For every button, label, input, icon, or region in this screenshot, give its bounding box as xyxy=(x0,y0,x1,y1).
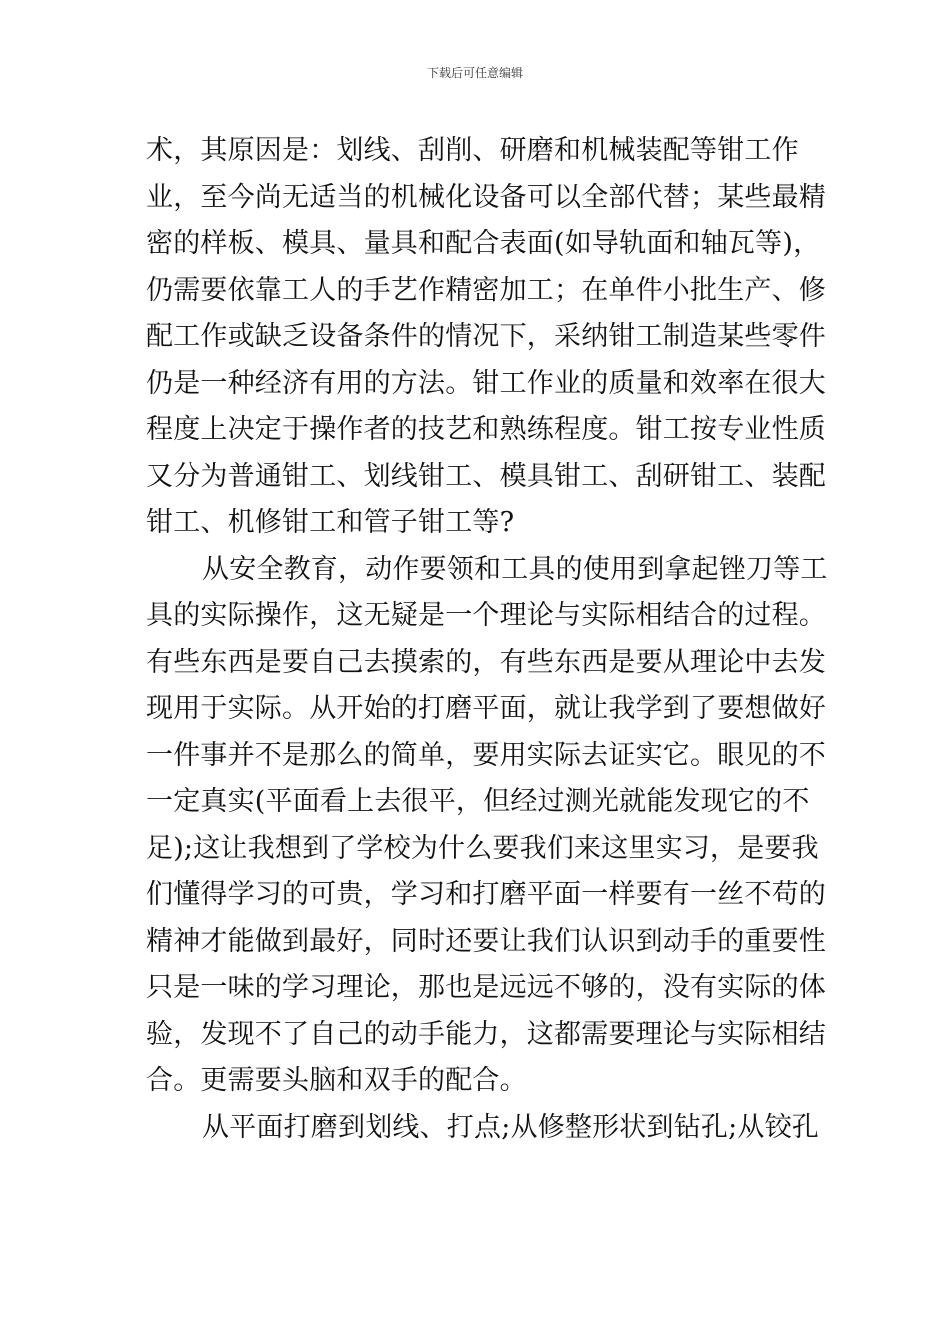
text-line: 一定真实(平面看上去很平，但经过测光就能发现它的不 xyxy=(146,786,810,817)
page-header: 下载后可任意编辑 xyxy=(426,66,523,80)
text-line: 足);这让我想到了学校为什么要我们来这里实习，是要我 xyxy=(146,832,819,864)
paragraph-3 xyxy=(146,1105,819,1152)
text-line: 仍需要依靠工人的手艺作精密加工；在单件小批生产、修 xyxy=(146,274,826,306)
text-line: 具的实际操作，这无疑是一个理论与实际相结合的过程。 xyxy=(146,600,826,631)
text-line: 现用于实际。从开始的打磨平面，就让我学到了要想做好 xyxy=(146,693,826,724)
text-line: 密的样板、模具、量具和配合表面(如导轨面和轴瓦等)， xyxy=(146,228,821,259)
text-line: 有些东西是要自己去摸索的，有些东西是要从理论中去发 xyxy=(146,646,826,678)
text-line: 钳工、机修钳工和管子钳工等? xyxy=(146,507,515,538)
text-line: 程度上决定于操作者的技艺和熟练程度。钳工按专业性质 xyxy=(146,414,826,445)
text-line: 术，其原因是：划线、刮削、研磨和机械装配等钳工作 xyxy=(146,135,799,166)
text-line: 仍是一种经济有用的方法。钳工作业的质量和效率在很大 xyxy=(146,367,826,399)
text-line: 从安全教育，动作要领和工具的使用到拿起锉刀等工 xyxy=(202,553,828,585)
text-line: 一件事并不是那么的简单，要用实际去证实它。眼见的不 xyxy=(146,739,826,771)
paragraph-2 xyxy=(146,547,828,1105)
text-line: 精神才能做到最好，同时还要让我们认识到动手的重要性 xyxy=(146,925,826,957)
text-line: 们懂得学习的可贵，学习和打磨平面一样要有一丝不苟的 xyxy=(146,879,826,910)
text-line: 配工作或缺乏设备条件的情况下，采纳钳工制造某些零件 xyxy=(146,321,826,352)
text-line: 从平面打磨到划线、打点;从修整形状到钻孔;从铰孔 xyxy=(202,1111,819,1143)
document-body xyxy=(146,128,828,1151)
text-line: 合。更需要头脑和双手的配合。 xyxy=(146,1065,527,1096)
text-line: 验，发现不了自己的动手能力，这都需要理论与实际相结 xyxy=(146,1018,826,1050)
text-line: 只是一味的学习理论，那也是远远不够的，没有实际的体 xyxy=(146,972,826,1003)
paragraph-1 xyxy=(146,128,826,547)
text-line: 又分为普通钳工、划线钳工、模具钳工、刮研钳工、装配 xyxy=(146,460,826,492)
text-line: 业，至今尚无适当的机械化设备可以全部代替；某些最精 xyxy=(146,181,826,213)
